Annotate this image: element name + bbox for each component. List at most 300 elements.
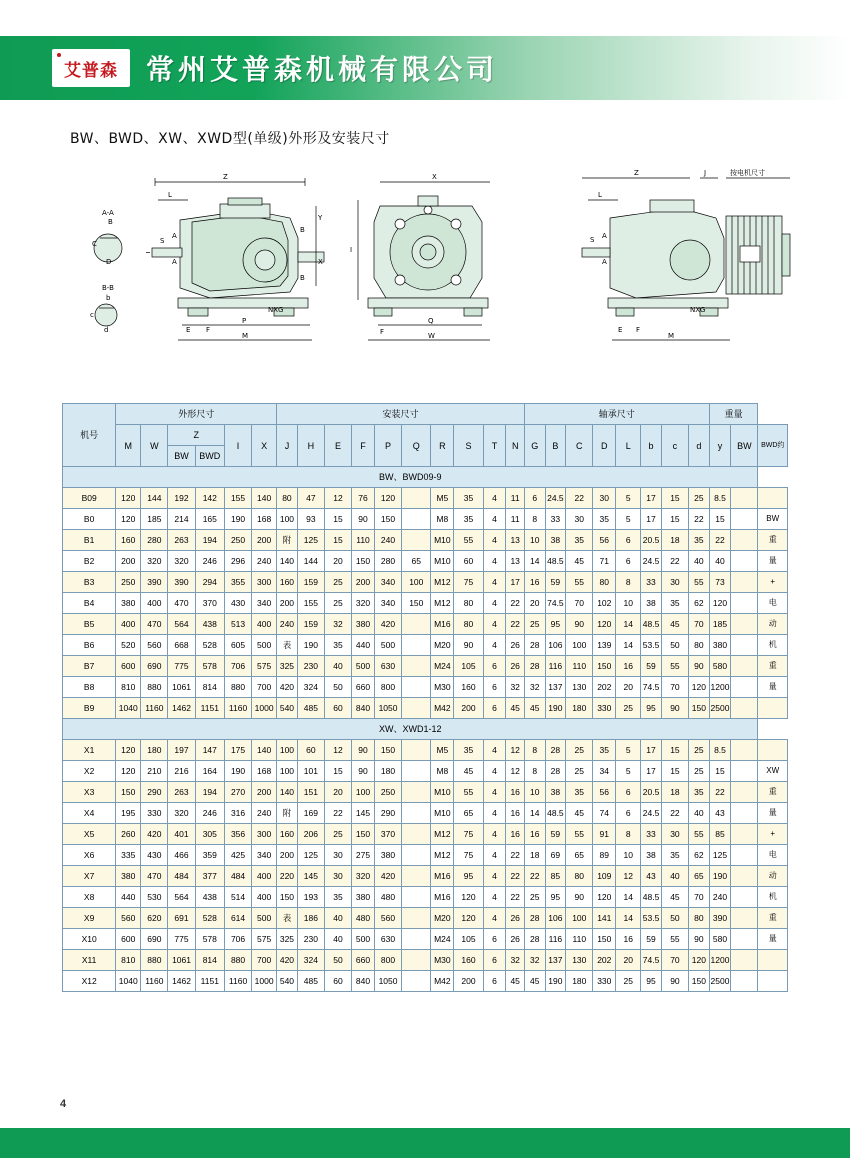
cell: 530 <box>141 887 168 908</box>
cell: 240 <box>277 614 298 635</box>
cell: 75 <box>454 845 483 866</box>
cell: 20.5 <box>641 782 662 803</box>
cell: 14 <box>524 551 545 572</box>
cell: 90 <box>566 887 593 908</box>
cell: 564 <box>168 614 195 635</box>
cell: 880 <box>141 677 168 698</box>
cell: 40 <box>324 929 351 950</box>
cell: 76 <box>352 488 375 509</box>
row-weight <box>731 866 758 887</box>
cell: 45 <box>506 698 524 719</box>
cell: 168 <box>252 509 277 530</box>
row-weight-note: 量 <box>758 677 788 698</box>
cell: 4 <box>483 845 506 866</box>
table-body <box>63 467 788 992</box>
cell: 55 <box>566 572 593 593</box>
cell: 380 <box>374 845 401 866</box>
footer-bar <box>0 1128 850 1158</box>
cell: 305 <box>195 824 224 845</box>
cell: 1050 <box>374 698 401 719</box>
cell: 38 <box>641 845 662 866</box>
cell: 35 <box>689 782 710 803</box>
row-weight-note: 动 <box>758 614 788 635</box>
row-weight-note: 电 <box>758 845 788 866</box>
cell: 24.5 <box>641 803 662 824</box>
cell: 120 <box>689 950 710 971</box>
cell <box>402 803 431 824</box>
cell: 89 <box>593 845 616 866</box>
cell: 4 <box>483 761 506 782</box>
row-weight <box>731 530 758 551</box>
row-model: X3 <box>63 782 116 803</box>
cell: 50 <box>661 635 688 656</box>
cell: 22 <box>661 803 688 824</box>
cell: 25 <box>324 572 351 593</box>
row-model: B6 <box>63 635 116 656</box>
cell: 145 <box>297 866 324 887</box>
cell: 1061 <box>168 950 195 971</box>
svg-text:X: X <box>318 258 323 266</box>
cell: 4 <box>483 782 506 803</box>
cell: 600 <box>116 656 141 677</box>
cell: 150 <box>593 929 616 950</box>
cell: 17 <box>506 572 524 593</box>
cell: 5 <box>616 740 641 761</box>
cell: 1160 <box>224 698 251 719</box>
cell: 800 <box>374 950 401 971</box>
row-model: B0 <box>63 509 116 530</box>
cell: 200 <box>252 530 277 551</box>
cell <box>402 530 431 551</box>
cell: 120 <box>593 887 616 908</box>
cell: 420 <box>374 866 401 887</box>
cell: 35 <box>566 782 593 803</box>
cell: M8 <box>431 761 454 782</box>
cell: 6 <box>483 677 506 698</box>
table-row <box>63 656 788 677</box>
cell: 200 <box>454 971 483 992</box>
cell: 22 <box>566 488 593 509</box>
cell: 15 <box>324 509 351 530</box>
cell: 430 <box>141 845 168 866</box>
cell: 691 <box>168 908 195 929</box>
svg-text:c: c <box>90 311 94 319</box>
col-R: R <box>431 425 454 467</box>
cell: 155 <box>224 488 251 509</box>
cell: 65 <box>454 803 483 824</box>
svg-text:B: B <box>300 226 305 234</box>
cell: 150 <box>352 551 375 572</box>
row-weight <box>731 908 758 929</box>
cell: 表 <box>277 908 298 929</box>
company-name: 常州艾普森机械有限公司 <box>146 53 499 86</box>
cell: 45 <box>454 761 483 782</box>
cell: 70 <box>689 887 710 908</box>
cell: 90 <box>566 614 593 635</box>
row-weight <box>731 824 758 845</box>
cell: 400 <box>252 866 277 887</box>
cell: 6 <box>616 782 641 803</box>
cell: 120 <box>454 887 483 908</box>
svg-text:C: C <box>92 240 97 248</box>
cell: 485 <box>297 698 324 719</box>
row-model: X4 <box>63 803 116 824</box>
cell: 1462 <box>168 971 195 992</box>
cell: 528 <box>195 908 224 929</box>
table-row <box>63 740 788 761</box>
cell: 20 <box>324 782 351 803</box>
row-model: X9 <box>63 908 116 929</box>
col-F: F <box>352 425 375 467</box>
cell: 202 <box>593 950 616 971</box>
cell: 22 <box>661 551 688 572</box>
table-row <box>63 782 788 803</box>
cell: 95 <box>545 887 566 908</box>
cell: 45 <box>506 971 524 992</box>
cell: 139 <box>593 635 616 656</box>
cell: 440 <box>116 887 141 908</box>
cell: 202 <box>593 677 616 698</box>
cell: 90 <box>689 929 710 950</box>
cell: 109 <box>593 866 616 887</box>
cell: 470 <box>168 593 195 614</box>
cell: 260 <box>116 824 141 845</box>
col-weight-bw: BW <box>731 425 758 467</box>
cell: 90 <box>454 635 483 656</box>
cell: 390 <box>168 572 195 593</box>
cell <box>402 929 431 950</box>
cell: 630 <box>374 929 401 950</box>
cell: 6 <box>616 803 641 824</box>
cell: 100 <box>566 635 593 656</box>
cell: 50 <box>324 677 351 698</box>
specification-table <box>62 403 788 992</box>
cell: 4 <box>483 866 506 887</box>
cell: 17 <box>641 488 662 509</box>
cell: 150 <box>374 740 401 761</box>
svg-text:S: S <box>590 236 595 244</box>
cell: 230 <box>297 656 324 677</box>
cell: 48.5 <box>545 551 566 572</box>
cell: 56 <box>593 782 616 803</box>
cell: 55 <box>454 530 483 551</box>
cell: 8 <box>524 509 545 530</box>
cell: 605 <box>224 635 251 656</box>
cell: 8 <box>616 824 641 845</box>
cell: 28 <box>524 929 545 950</box>
row-weight-note <box>758 971 788 992</box>
cell: 294 <box>195 572 224 593</box>
cell: 280 <box>141 530 168 551</box>
cell: 100 <box>277 740 298 761</box>
cell: 320 <box>141 551 168 572</box>
cell: 16 <box>506 824 524 845</box>
cell: 240 <box>709 887 731 908</box>
cell: 15 <box>324 761 351 782</box>
cell: 24.5 <box>545 488 566 509</box>
cell: 65 <box>402 551 431 572</box>
cell: 22 <box>709 782 731 803</box>
cell: 附 <box>277 530 298 551</box>
cell: 90 <box>661 971 688 992</box>
cell: 120 <box>689 677 710 698</box>
table-row <box>63 530 788 551</box>
row-model: B4 <box>63 593 116 614</box>
cell: 200 <box>454 698 483 719</box>
row-weight <box>731 614 758 635</box>
row-weight-note: 机 <box>758 635 788 656</box>
cell: 1000 <box>252 971 277 992</box>
cell: 141 <box>593 908 616 929</box>
cell: 200 <box>352 572 375 593</box>
cell: 15 <box>709 509 731 530</box>
col-G: G <box>524 425 545 467</box>
cell: 400 <box>252 614 277 635</box>
cell: 575 <box>252 656 277 677</box>
row-model: X8 <box>63 887 116 908</box>
col-T: T <box>483 425 506 467</box>
cell: 15 <box>661 761 688 782</box>
cell: 28 <box>545 761 566 782</box>
cell: 55 <box>454 782 483 803</box>
cell: 5 <box>616 509 641 530</box>
cell: 10 <box>524 782 545 803</box>
row-weight-note: 重 <box>758 530 788 551</box>
cell: M5 <box>431 740 454 761</box>
cell: 484 <box>168 866 195 887</box>
cell: 706 <box>224 929 251 950</box>
cell: 30 <box>324 845 351 866</box>
cell: 2500 <box>709 971 731 992</box>
cell: 325 <box>277 929 298 950</box>
cell: 18 <box>661 530 688 551</box>
drawing-side-view <box>60 160 330 375</box>
cell: 30 <box>661 824 688 845</box>
cell: 200 <box>252 782 277 803</box>
cell: 250 <box>116 572 141 593</box>
cell: 356 <box>224 824 251 845</box>
cell: 4 <box>483 740 506 761</box>
cell: 370 <box>374 824 401 845</box>
row-weight-note: 电 <box>758 593 788 614</box>
table-sub-group-row <box>63 425 788 446</box>
svg-text:按电机尺寸: 按电机尺寸 <box>730 169 765 177</box>
cell: 6 <box>616 530 641 551</box>
svg-text:E: E <box>186 326 191 334</box>
cell: 20 <box>616 677 641 698</box>
cell: 48.5 <box>545 803 566 824</box>
cell: 95 <box>641 698 662 719</box>
table-row <box>63 509 788 530</box>
cell: 263 <box>168 530 195 551</box>
cell: M10 <box>431 551 454 572</box>
cell: 15 <box>709 761 731 782</box>
cell: 125 <box>297 530 324 551</box>
col-d: d <box>689 425 710 467</box>
cell: 300 <box>252 572 277 593</box>
cell: 130 <box>566 677 593 698</box>
cell: 150 <box>689 698 710 719</box>
cell: 160 <box>454 677 483 698</box>
table-row <box>63 593 788 614</box>
cell: 25 <box>616 698 641 719</box>
cell: 470 <box>141 614 168 635</box>
cell: 90 <box>352 509 375 530</box>
row-weight <box>731 845 758 866</box>
row-weight-note: 量 <box>758 803 788 824</box>
cell: 40 <box>324 908 351 929</box>
cell: M12 <box>431 593 454 614</box>
cell: 160 <box>277 824 298 845</box>
cell: 45 <box>524 971 545 992</box>
cell: 12 <box>506 761 524 782</box>
cell: 6 <box>524 488 545 509</box>
row-model: B09 <box>63 488 116 509</box>
cell: 30 <box>566 509 593 530</box>
cell <box>402 950 431 971</box>
table-row <box>63 950 788 971</box>
cell: 390 <box>141 572 168 593</box>
cell: 147 <box>195 740 224 761</box>
cell: 240 <box>374 530 401 551</box>
row-model: X10 <box>63 929 116 950</box>
cell: 8.5 <box>709 488 731 509</box>
cell: 22 <box>506 887 524 908</box>
cell: 120 <box>454 908 483 929</box>
cell: 32 <box>506 950 524 971</box>
cell: M12 <box>431 845 454 866</box>
cell: 26 <box>506 656 524 677</box>
cell: 62 <box>689 845 710 866</box>
cell: 263 <box>168 782 195 803</box>
cell: 70 <box>689 614 710 635</box>
cell: 74 <box>593 803 616 824</box>
row-model: X12 <box>63 971 116 992</box>
cell: M5 <box>431 488 454 509</box>
cell: 200 <box>277 593 298 614</box>
header-bearing-dims: 轴承尺寸 <box>524 404 709 425</box>
cell: 93 <box>297 509 324 530</box>
row-model: X11 <box>63 950 116 971</box>
row-weight <box>731 572 758 593</box>
col-N: N <box>506 425 524 467</box>
cell: 25 <box>566 761 593 782</box>
drawing-motor-view <box>540 160 800 375</box>
row-weight <box>731 593 758 614</box>
col-E: E <box>324 425 351 467</box>
cell: 12 <box>506 740 524 761</box>
cell: 1061 <box>168 677 195 698</box>
cell: 500 <box>252 635 277 656</box>
cell: 25 <box>689 761 710 782</box>
cell: M30 <box>431 677 454 698</box>
cell: 270 <box>224 782 251 803</box>
cell: 630 <box>374 656 401 677</box>
cell: 425 <box>224 845 251 866</box>
cell <box>402 887 431 908</box>
cell: 73 <box>709 572 731 593</box>
svg-text:B: B <box>300 274 305 282</box>
cell <box>402 761 431 782</box>
cell: 380 <box>352 614 375 635</box>
row-model: B7 <box>63 656 116 677</box>
cell: 100 <box>402 572 431 593</box>
svg-text:F: F <box>380 328 385 336</box>
cell <box>402 656 431 677</box>
cell: 22 <box>506 593 524 614</box>
cell: 180 <box>141 740 168 761</box>
section-label: BW、BWD09-9 <box>63 467 758 488</box>
cell: 250 <box>374 782 401 803</box>
cell: 200 <box>277 845 298 866</box>
cell: 74.5 <box>545 593 566 614</box>
cell: 246 <box>195 551 224 572</box>
cell: 140 <box>277 782 298 803</box>
logo-text: 艾普森 <box>64 60 118 81</box>
col-C: C <box>566 425 593 467</box>
cell: 151 <box>297 782 324 803</box>
cell: 438 <box>195 614 224 635</box>
row-weight <box>731 950 758 971</box>
cell: M20 <box>431 635 454 656</box>
cell: 80 <box>454 614 483 635</box>
row-weight <box>731 488 758 509</box>
cell: 1050 <box>374 971 401 992</box>
cell: M10 <box>431 530 454 551</box>
cell: 17 <box>641 740 662 761</box>
cell: 700 <box>252 950 277 971</box>
cell: 55 <box>566 824 593 845</box>
cell: 185 <box>709 614 731 635</box>
cell: 25 <box>324 593 351 614</box>
cell: 60 <box>324 698 351 719</box>
cell: 74.5 <box>641 677 662 698</box>
col-W: W <box>141 425 168 467</box>
cell: 150 <box>689 971 710 992</box>
svg-text:A: A <box>172 232 177 240</box>
cell: 380 <box>709 635 731 656</box>
cell: 320 <box>168 551 195 572</box>
cell: 40 <box>689 551 710 572</box>
cell: 250 <box>224 530 251 551</box>
cell: 578 <box>195 656 224 677</box>
cell: 438 <box>195 887 224 908</box>
cell <box>402 824 431 845</box>
cell: 60 <box>454 551 483 572</box>
cell: 35 <box>593 740 616 761</box>
col-B: B <box>545 425 566 467</box>
cell: 20.5 <box>641 530 662 551</box>
svg-text:I: I <box>350 246 353 254</box>
cell: 370 <box>195 593 224 614</box>
cell: 340 <box>252 845 277 866</box>
svg-text:B: B <box>108 218 113 226</box>
cell <box>402 845 431 866</box>
cell: 53.5 <box>641 635 662 656</box>
cell: 520 <box>116 635 141 656</box>
cell: 38 <box>641 593 662 614</box>
cell: 380 <box>116 866 141 887</box>
technical-drawings <box>60 160 800 375</box>
col-y: y <box>709 425 731 467</box>
cell: 880 <box>141 950 168 971</box>
row-model: X2 <box>63 761 116 782</box>
cell: 620 <box>141 908 168 929</box>
col-I: I <box>224 425 251 467</box>
cell: 59 <box>641 929 662 950</box>
cell: 22 <box>709 530 731 551</box>
cell: 400 <box>252 887 277 908</box>
